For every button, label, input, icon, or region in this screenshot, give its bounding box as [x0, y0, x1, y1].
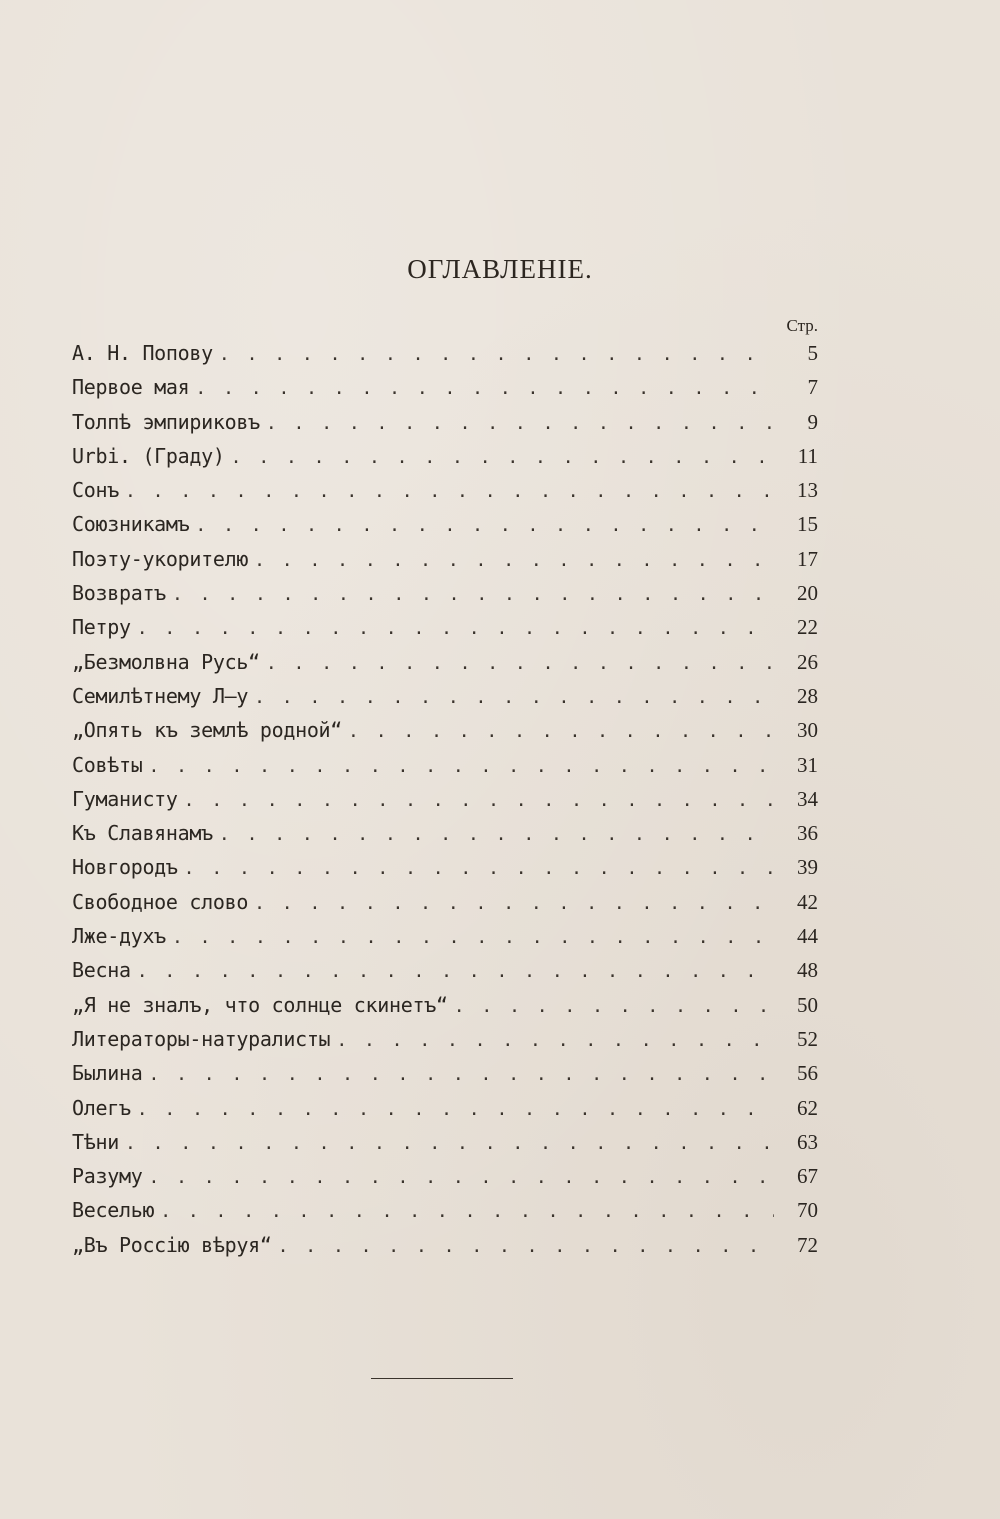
page-column-label: Стр. — [786, 316, 818, 335]
dot-leader — [266, 407, 774, 441]
toc-entry — [72, 1193, 818, 1227]
toc-entry-title: „Въ Россію вѣруя“ — [72, 1232, 272, 1257]
toc-entry — [72, 405, 818, 439]
toc-entry-page: 26 — [797, 649, 818, 674]
toc-entry-title: Разуму — [72, 1164, 143, 1189]
toc-entry — [72, 1056, 818, 1090]
dot-leader — [219, 338, 774, 372]
toc-entry-title: Веселью — [72, 1198, 155, 1223]
toc-entry-title: А. Н. Попову — [72, 341, 213, 365]
toc-entry-page: 70 — [797, 1198, 818, 1223]
toc-entry-title: Литераторы-натуралисты — [72, 1026, 331, 1051]
toc-entry-page: 11 — [797, 443, 818, 468]
toc-entry-page: 56 — [797, 1061, 818, 1086]
toc-entry-title: Былина — [72, 1061, 143, 1086]
dot-leader — [125, 475, 774, 509]
toc-entry — [72, 1228, 818, 1262]
toc-entry — [72, 919, 818, 953]
toc-entry-title: Новгородъ — [72, 855, 178, 880]
toc-entry-title: Первое мая — [72, 375, 190, 400]
toc-entry — [72, 782, 818, 816]
toc-entry-page: 52 — [797, 1026, 818, 1051]
toc-entry — [72, 850, 818, 884]
toc-entry-title: Къ Славянамъ — [72, 821, 213, 846]
page-title: ОГЛАВЛЕНІЕ. — [407, 254, 593, 284]
toc-entry — [72, 953, 818, 987]
toc-entry-title: Гуманисту — [72, 786, 178, 811]
toc-entry-page: 67 — [797, 1164, 818, 1189]
toc-entry — [72, 370, 818, 404]
dot-leader — [148, 750, 774, 784]
toc-entry-title: Совѣты — [72, 752, 143, 777]
toc-entry — [72, 885, 818, 919]
toc-entry-title: Семилѣтнему Л—у — [72, 683, 249, 708]
toc-entry-page: 72 — [797, 1232, 818, 1257]
toc-entry-title: Весна — [72, 958, 131, 983]
dot-leader — [266, 647, 774, 681]
table-of-contents — [72, 336, 818, 1262]
toc-entry-page: 62 — [797, 1095, 818, 1120]
dot-leader — [219, 818, 774, 852]
toc-entry-title: Тѣни — [72, 1129, 119, 1154]
dot-leader — [137, 1093, 774, 1127]
dot-leader — [278, 1230, 774, 1264]
toc-entry-title: Возвратъ — [72, 581, 166, 606]
toc-entry-page: 22 — [797, 615, 818, 640]
toc-entry — [72, 473, 818, 507]
dot-leader — [172, 578, 774, 612]
toc-entry-page: 42 — [797, 889, 818, 914]
toc-entry-page: 9 — [807, 409, 818, 434]
dot-leader — [160, 1195, 774, 1229]
toc-entry-page: 5 — [807, 341, 818, 365]
toc-entry — [72, 713, 818, 747]
toc-entry — [72, 816, 818, 850]
toc-entry-page: 7 — [807, 375, 818, 400]
toc-entry-title: Олегъ — [72, 1095, 131, 1120]
dot-leader — [137, 955, 774, 989]
toc-entry-title: Urbi. (Граду) — [72, 443, 225, 468]
toc-entry-page: 44 — [797, 924, 818, 949]
dot-leader — [231, 441, 774, 475]
toc-entry-page: 13 — [797, 478, 818, 503]
toc-entry-page: 39 — [797, 855, 818, 880]
dot-leader — [184, 784, 774, 818]
dot-leader — [254, 544, 774, 578]
dot-leader — [195, 372, 774, 406]
dot-leader — [172, 921, 774, 955]
toc-entry-page: 63 — [797, 1129, 818, 1154]
toc-entry-title: Союзникамъ — [72, 512, 190, 537]
toc-entry-title: Толпѣ эмпириковъ — [72, 409, 260, 434]
dot-leader — [125, 1127, 774, 1161]
toc-entry-page: 36 — [797, 821, 818, 846]
toc-entry-title: Сонъ — [72, 478, 119, 503]
toc-entry-page: 15 — [797, 512, 818, 537]
dot-leader — [254, 681, 774, 715]
toc-entry — [72, 507, 818, 541]
toc-entry — [72, 336, 818, 370]
dot-leader — [254, 887, 774, 921]
toc-entry-page: 48 — [797, 958, 818, 983]
toc-entry — [72, 1125, 818, 1159]
toc-entry-page: 30 — [797, 718, 818, 743]
dot-leader — [195, 509, 774, 543]
dot-leader — [148, 1161, 774, 1195]
toc-entry — [72, 576, 818, 610]
toc-entry — [72, 542, 818, 576]
dot-leader — [348, 715, 774, 749]
toc-entry — [72, 610, 818, 644]
toc-entry — [72, 748, 818, 782]
dot-leader — [184, 852, 774, 886]
toc-entry — [72, 1022, 818, 1056]
toc-entry — [72, 988, 818, 1022]
toc-entry-title: Петру — [72, 615, 131, 640]
closing-rule — [371, 1378, 513, 1379]
toc-entry-title: „Безмолвна Русь“ — [72, 649, 260, 674]
dot-leader — [148, 1058, 774, 1092]
dot-leader — [454, 990, 774, 1024]
toc-entry — [72, 1159, 818, 1193]
toc-entry-page: 28 — [797, 683, 818, 708]
toc-entry — [72, 679, 818, 713]
toc-entry-title: Лже-духъ — [72, 924, 166, 949]
toc-entry-page: 34 — [797, 786, 818, 811]
toc-entry-title: „Опять къ землѣ родной“ — [72, 718, 343, 743]
dot-leader — [336, 1024, 774, 1058]
toc-entry-page: 20 — [797, 581, 818, 606]
toc-entry-page: 50 — [797, 992, 818, 1017]
toc-entry-page: 31 — [797, 752, 818, 777]
toc-entry-title: Поэту-укорителю — [72, 546, 249, 571]
toc-entry-title: Свободное слово — [72, 889, 249, 914]
toc-entry — [72, 645, 818, 679]
toc-entry-title: „Я не зналъ, что солнце скинетъ“ — [72, 992, 448, 1017]
toc-entry — [72, 1091, 818, 1125]
toc-entry-page: 17 — [797, 546, 818, 571]
dot-leader — [137, 612, 774, 646]
toc-entry — [72, 439, 818, 473]
